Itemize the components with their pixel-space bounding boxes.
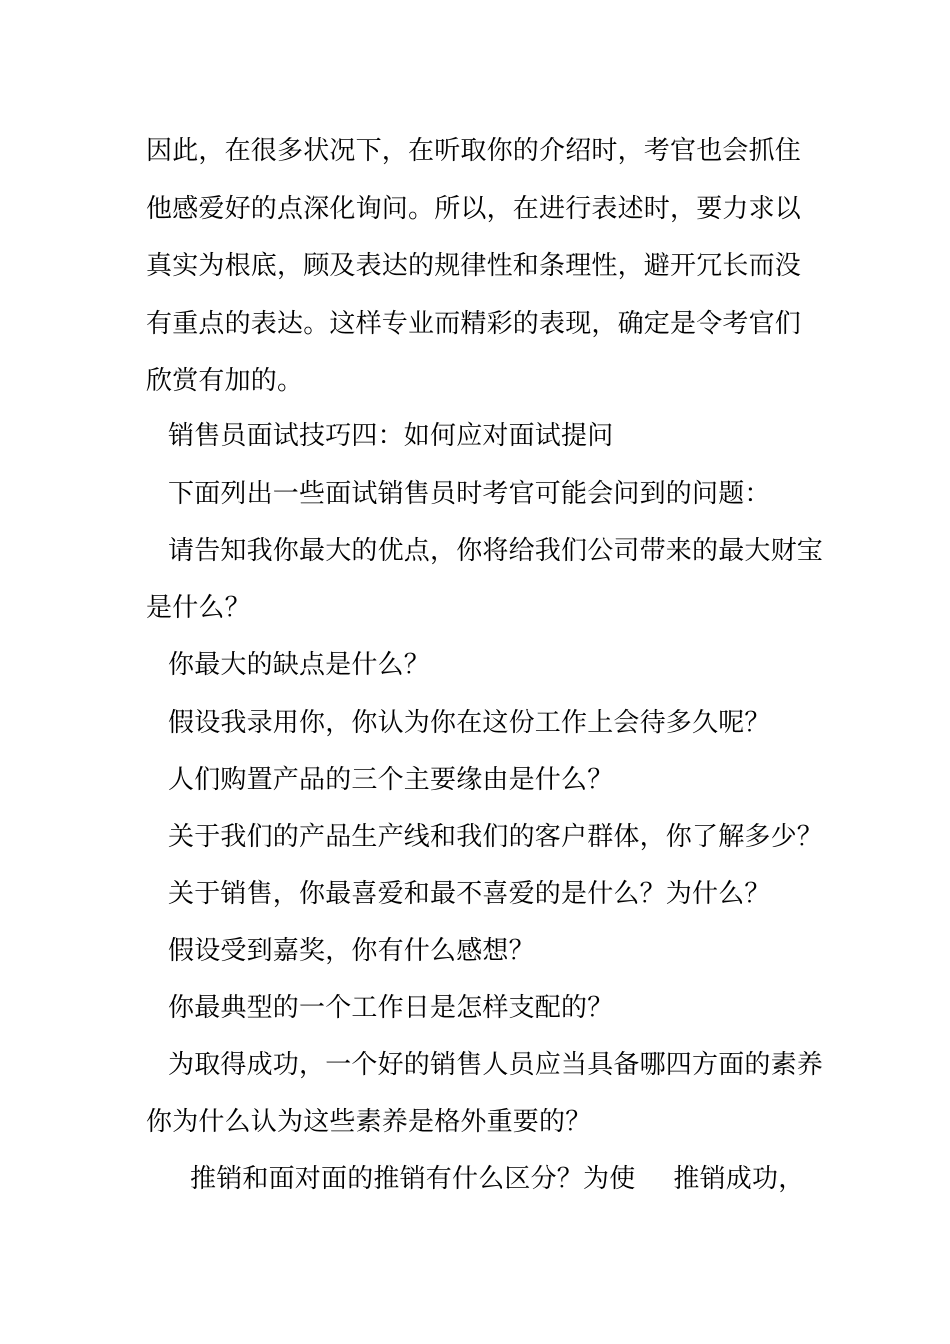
question-line [190, 1159, 870, 1199]
question-line-part: 推销和面对面的推销有什么区分？为使 [190, 1164, 636, 1194]
question-line-continued: 你为什么认为这些素养是格外重要的？ [146, 1107, 592, 1137]
paragraph-line: 有重点的表达。这样专业而精彩的表现，确定是令考官们 [146, 309, 802, 339]
question-line: 关于我们的产品生产线和我们的客户群体，你了解多少？ [168, 822, 824, 852]
question-line: 你最典型的一个工作日是怎样支配的？ [168, 993, 614, 1023]
question-line-part: 推销成功， [673, 1164, 805, 1194]
intro-line: 下面列出一些面试销售员时考官可能会问到的问题： [168, 479, 771, 509]
paragraph-line: 因此，在很多状况下，在听取你的介绍时，考官也会抓住 [146, 136, 802, 166]
question-line: 关于销售，你最喜爱和最不喜爱的是什么？为什么？ [168, 879, 771, 909]
question-line: 假设受到嘉奖，你有什么感想？ [168, 936, 535, 966]
question-line: 请告知我你最大的优点，你将给我们公司带来的最大财宝 [168, 536, 824, 566]
section-heading: 销售员面试技巧四：如何应对面试提问 [168, 421, 614, 451]
paragraph-line: 真实为根底，顾及表达的规律性和条理性，避开冗长而没 [146, 251, 802, 281]
paragraph-line: 他感爱好的点深化询问。所以，在进行表述时，要力求以 [146, 194, 802, 224]
question-line-continued: 是什么？ [146, 593, 251, 623]
question-line: 人们购置产品的三个主要缘由是什么？ [168, 765, 614, 795]
question-line: 假设我录用你，你认为你在这份工作上会待多久呢？ [168, 708, 771, 738]
paragraph-line: 欣赏有加的。 [146, 366, 304, 396]
question-line: 你最大的缺点是什么？ [168, 650, 431, 680]
question-line: 为取得成功，一个好的销售人员应当具备哪四方面的素养 [168, 1050, 824, 1080]
